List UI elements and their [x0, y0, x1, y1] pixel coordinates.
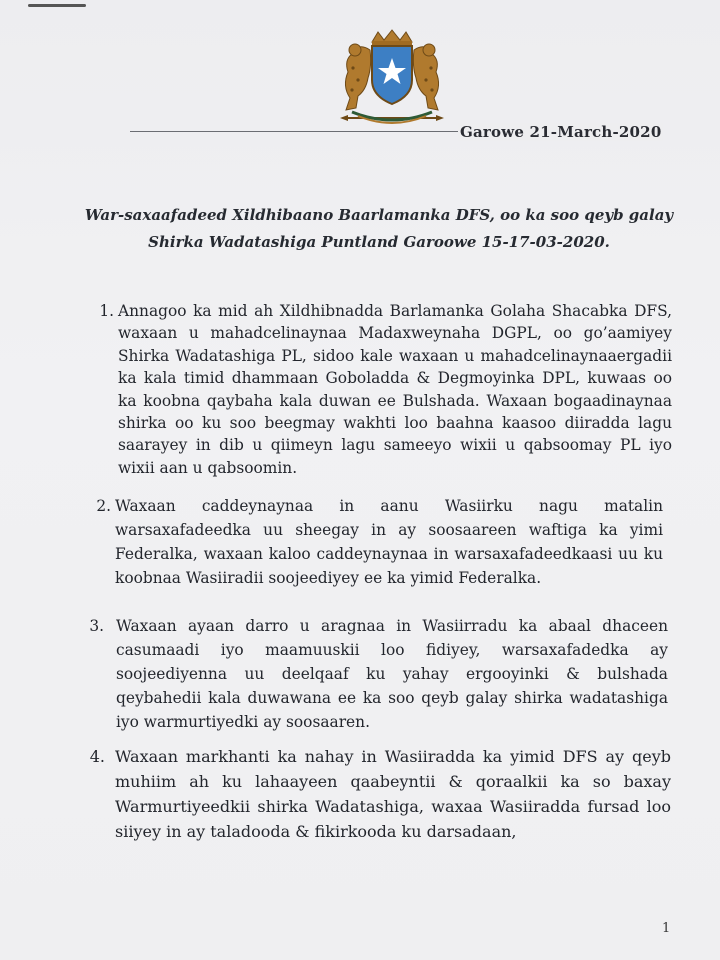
top-edge-mark — [28, 4, 86, 7]
list-item — [89, 614, 668, 734]
list-item — [99, 300, 672, 479]
document-date: Garowe 21-March-2020 — [460, 123, 662, 141]
list-item-number: 4. — [89, 747, 105, 766]
list-item-text: Waxaan markhanti ka nahay in Wasiiradda ka yimid DFS ay qeyb muhiim ah ku lahaayeen qaabeyntii & qoraalkii ka so baxay Warmurtiyeedkii shirka Wadatashiga, waxaa Wasiiradda fursad loo siiyey in ay taladooda & fikirkooda ku darsadaan, — [115, 747, 671, 841]
title-line-1: War-saxaafadeed Xildhibaano Baarlamanka DFS, oo ka soo qeyb galay — [84, 206, 674, 224]
list-item-text: Annagoo ka mid ah Xildhibnadda Barlamanka Golaha Shacabka DFS, waxaan u mahadcelinaynaa Madaxweynaha DGPL, oo go’aamiyey Shirka Wadatashiga PL, sidoo kale waxaan u mahadcelinaynaaergadii ka kala timid dhammaan Goboladda & Degmoyinka DPL, kuwaas oo ka koobna qaybaha kala duwan ee Bulshada. Waxaan bogaadinaynaa shirka oo ku soo beegmay wakhti loo baahna kaasoo diiradda lagu saarayey in dib u qiimeyn lagu sameeyo wixii u qabsoomay PL iyo wixii aan u qabsoomin. — [118, 302, 672, 477]
page-number: 1 — [662, 921, 671, 936]
document-title — [84, 202, 674, 256]
list-item — [89, 744, 671, 844]
coat-of-arms-icon — [322, 28, 462, 130]
list-item-text: Waxaan caddeynaynaa in aanu Wasiirku nagu matalin warsaxafadeedka uu sheegay in ay soosaareen waftiga ka yimi Federalka, waxaan kaloo caddeynaynaa in warsaxafadeedkaasi uu ku koobnaa Wasiiradii soojeediyey ee ka yimid Federalka. — [115, 497, 663, 587]
list-item-text: Waxaan ayaan darro u aragnaa in Wasiirradu ka abaal dhaceen casumaadi iyo maamuuskii loo fidiyey, warsaxafadedka ay soojeediyenna uu deelqaaf ku yahay ergooyinki & bulshada qeybahedii kala duwawana ee ka soo qeyb galay shirka wadatashiga iyo warmurtiyedki ay soosaaren. — [116, 617, 668, 731]
list-item — [96, 494, 663, 590]
list-item-number: 1. — [99, 302, 114, 320]
list-item-number: 3. — [89, 617, 104, 635]
title-line-2: Shirka Wadatashiga Puntland Garoowe 15-17-03-2020. — [148, 233, 610, 251]
list-item-number: 2. — [96, 497, 111, 515]
